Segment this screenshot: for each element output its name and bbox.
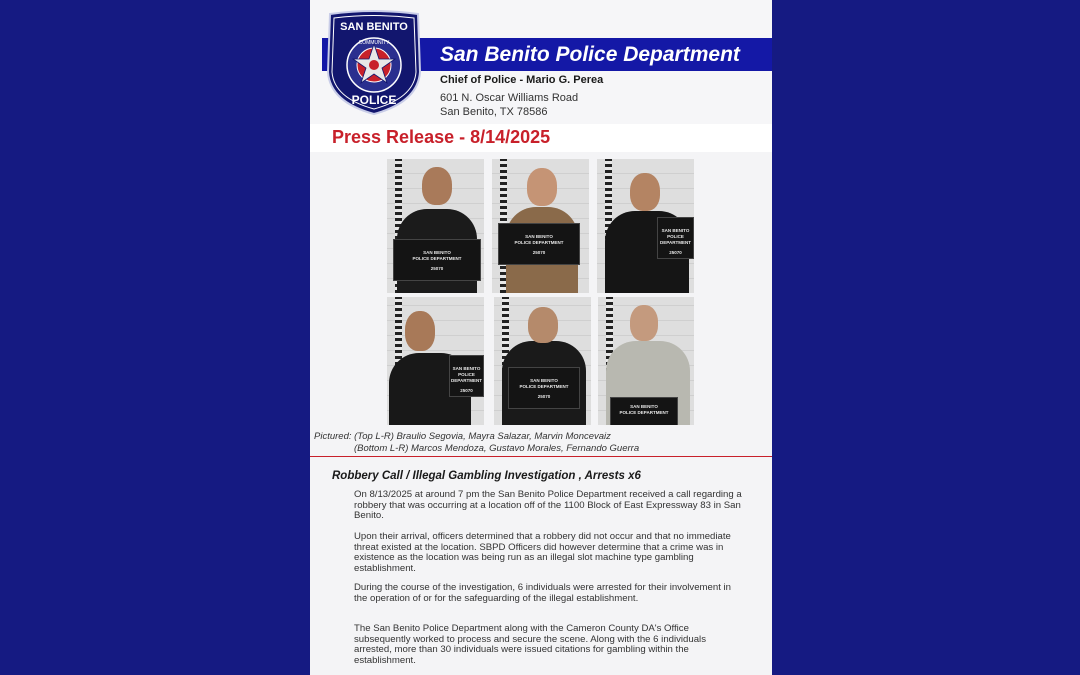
mugshot-photo: SAN BENITO POLICE DEPARTMENT 25070 [387, 159, 484, 293]
address-line-1: 601 N. Oscar Williams Road [440, 92, 579, 104]
press-release-title: Press Release - 8/14/2025 [332, 127, 551, 147]
mugshot-photo: SAN BENITO POLICE DEPARTMENT 25070 [494, 297, 591, 425]
badge-top-text: SAN BENITO [340, 21, 408, 33]
police-badge-logo [322, 10, 426, 116]
photo-caption-bottom: (Bottom L-R) Marcos Mendoza, Gustavo Morales, Fernando Guerra [354, 443, 640, 454]
mugshot-photo: SAN BENITO POLICE DEPARTMENT [598, 297, 694, 425]
article-headline: Robbery Call / Illegal Gambling Investigation , Arrests x6 [332, 470, 641, 482]
article-paragraph: Upon their arrival, officers determined that a robbery did not occur and that no immediate threat existed at the location. SBPD Officers did however determine that a crime was in existence as the location was being run as an illegal slot machine type gambling establishment. [354, 531, 731, 574]
article-paragraph: On 8/13/2025 at around 7 pm the San Benito Police Department received a call regarding a robbery that was occurring at a location off of the 1100 Block of East Expressway 83 in San Benito. [354, 489, 742, 521]
badge-bottom-text: POLICE [351, 93, 397, 107]
mugshot-photo: SAN BENITO POLICE DEPARTMENT 25070 [597, 159, 694, 293]
address-line-2: San Benito, TX 78586 [440, 106, 548, 118]
press-release-document [310, 0, 772, 675]
section-divider [310, 456, 772, 457]
photo-caption-top: Pictured: (Top L-R) Braulio Segovia, Mayra Salazar, Marvin Moncevaiz [314, 431, 611, 442]
chief-of-police: Chief of Police - Mario G. Perea [440, 74, 604, 86]
article-paragraph: The San Benito Police Department along with the Cameron County DA's Office subsequently worked to process and secure the scene. Along with the 6 individuals arrested, more than 30 individuals were issued citations for gambling within the establishment. [354, 623, 706, 666]
mugshot-photo: SAN BENITO POLICE DEPARTMENT 25070 [387, 297, 484, 425]
department-name: San Benito Police Department [440, 43, 740, 66]
mugshot-photo: SAN BENITO POLICE DEPARTMENT 25070 [492, 159, 589, 293]
badge-ring-text: COMMUNITY [358, 40, 390, 46]
article-paragraph: During the course of the investigation, 6 individuals were arrested for their involvement in the operation of or for the safeguarding of the illegal establishment. [354, 582, 732, 604]
